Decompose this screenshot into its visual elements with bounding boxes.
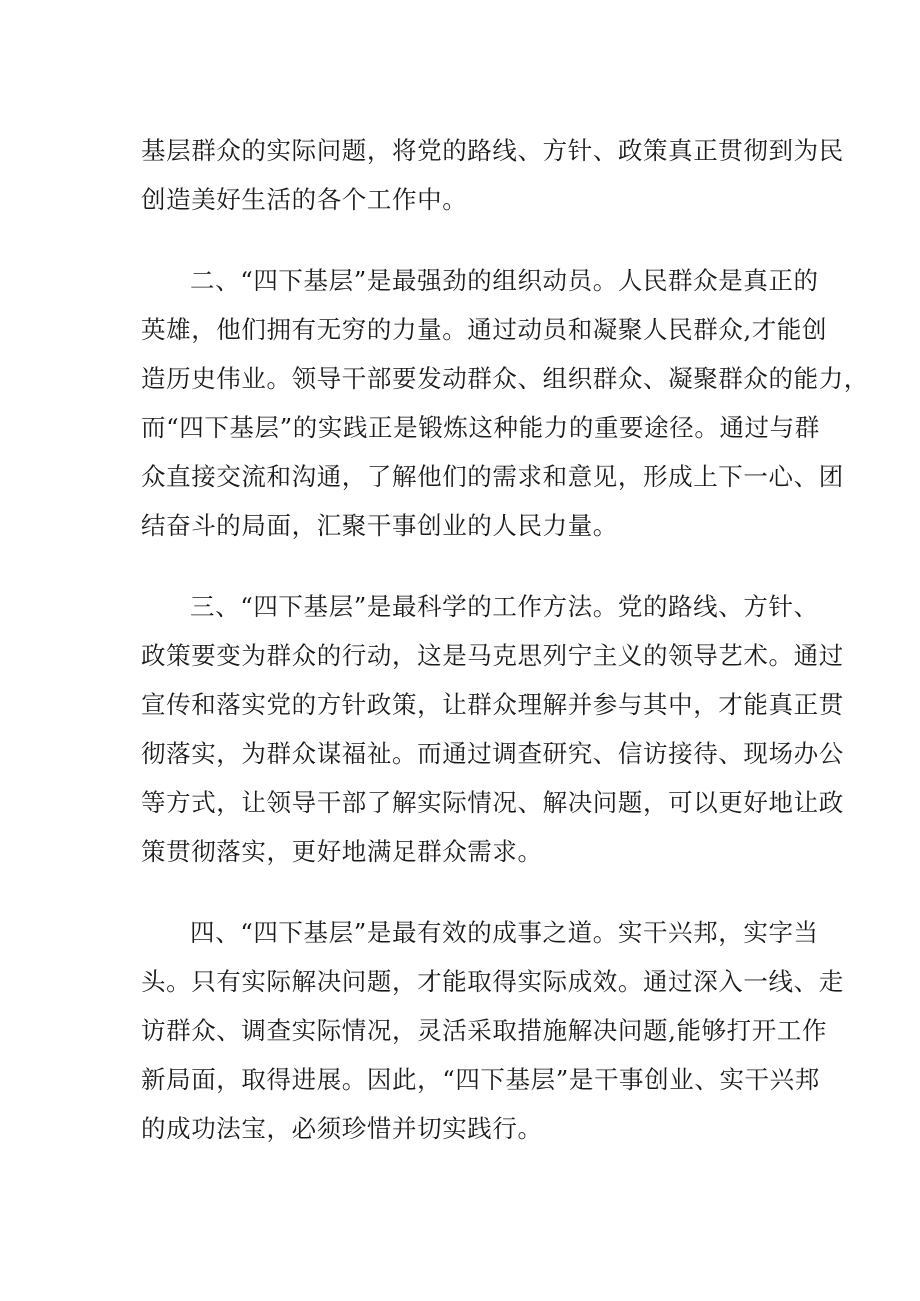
paragraph-2-line-6: 结奋斗的局面，汇聚干事创业的人民力量。 (141, 511, 618, 540)
paragraph-2-line-2: 英雄，他们拥有无穷的力量。通过动员和凝聚人民群众,才能创 (141, 315, 828, 344)
paragraph-2-line-1: 二、“四下基层”是最强劲的组织动员。人民群众是真正的 (190, 266, 819, 295)
paragraph-3-line-6: 策贯彻落实，更好地满足群众需求。 (141, 837, 543, 866)
paragraph-2-line-5: 众直接交流和沟通，了解他们的需求和意见，形成上下一心、团 (141, 462, 844, 491)
paragraph-2-line-3: 造历史伟业。领导干部要发动群众、组织群众、凝聚群众的能力， (141, 364, 869, 393)
paragraph-1-line-2: 创造美好生活的各个工作中。 (141, 185, 468, 214)
paragraph-2-line-4: 而“四下基层”的实践正是锻炼这种能力的重要途径。通过与群 (141, 413, 820, 442)
paragraph-3-line-1: 三、“四下基层”是最科学的工作方法。党的路线、方针、 (190, 592, 819, 621)
paragraph-4-line-3: 访群众、调查实际情况，灵活采取措施解决问题,能够打开工作 (141, 1016, 828, 1045)
paragraph-1-line-1: 基层群众的实际问题，将党的路线、方针、政策真正贯彻到为民 (141, 136, 844, 165)
paragraph-3-line-3: 宣传和落实党的方针政策，让群众理解并参与其中，才能真正贯 (141, 690, 844, 719)
paragraph-4-line-5: 的成功法宝，必须珍惜并切实践行。 (141, 1114, 543, 1143)
paragraph-3-line-2: 政策要变为群众的行动，这是马克思列宁主义的领导艺术。通过 (141, 641, 844, 670)
paragraph-3-line-4: 彻落实，为群众谋福祉。而通过调查研究、信访接待、现场办公 (141, 739, 844, 768)
paragraph-4-line-2: 头。只有实际解决问题，才能取得实际成效。通过深入一线、走 (141, 967, 844, 996)
paragraph-4-line-1: 四、“四下基层”是最有效的成事之道。实干兴邦，实字当 (190, 918, 819, 947)
paragraph-4-line-4: 新局面，取得进展。因此，“四下基层”是干事创业、实干兴邦 (141, 1065, 820, 1094)
paragraph-3-line-5: 等方式，让领导干部了解实际情况、解决问题，可以更好地让政 (141, 788, 844, 817)
